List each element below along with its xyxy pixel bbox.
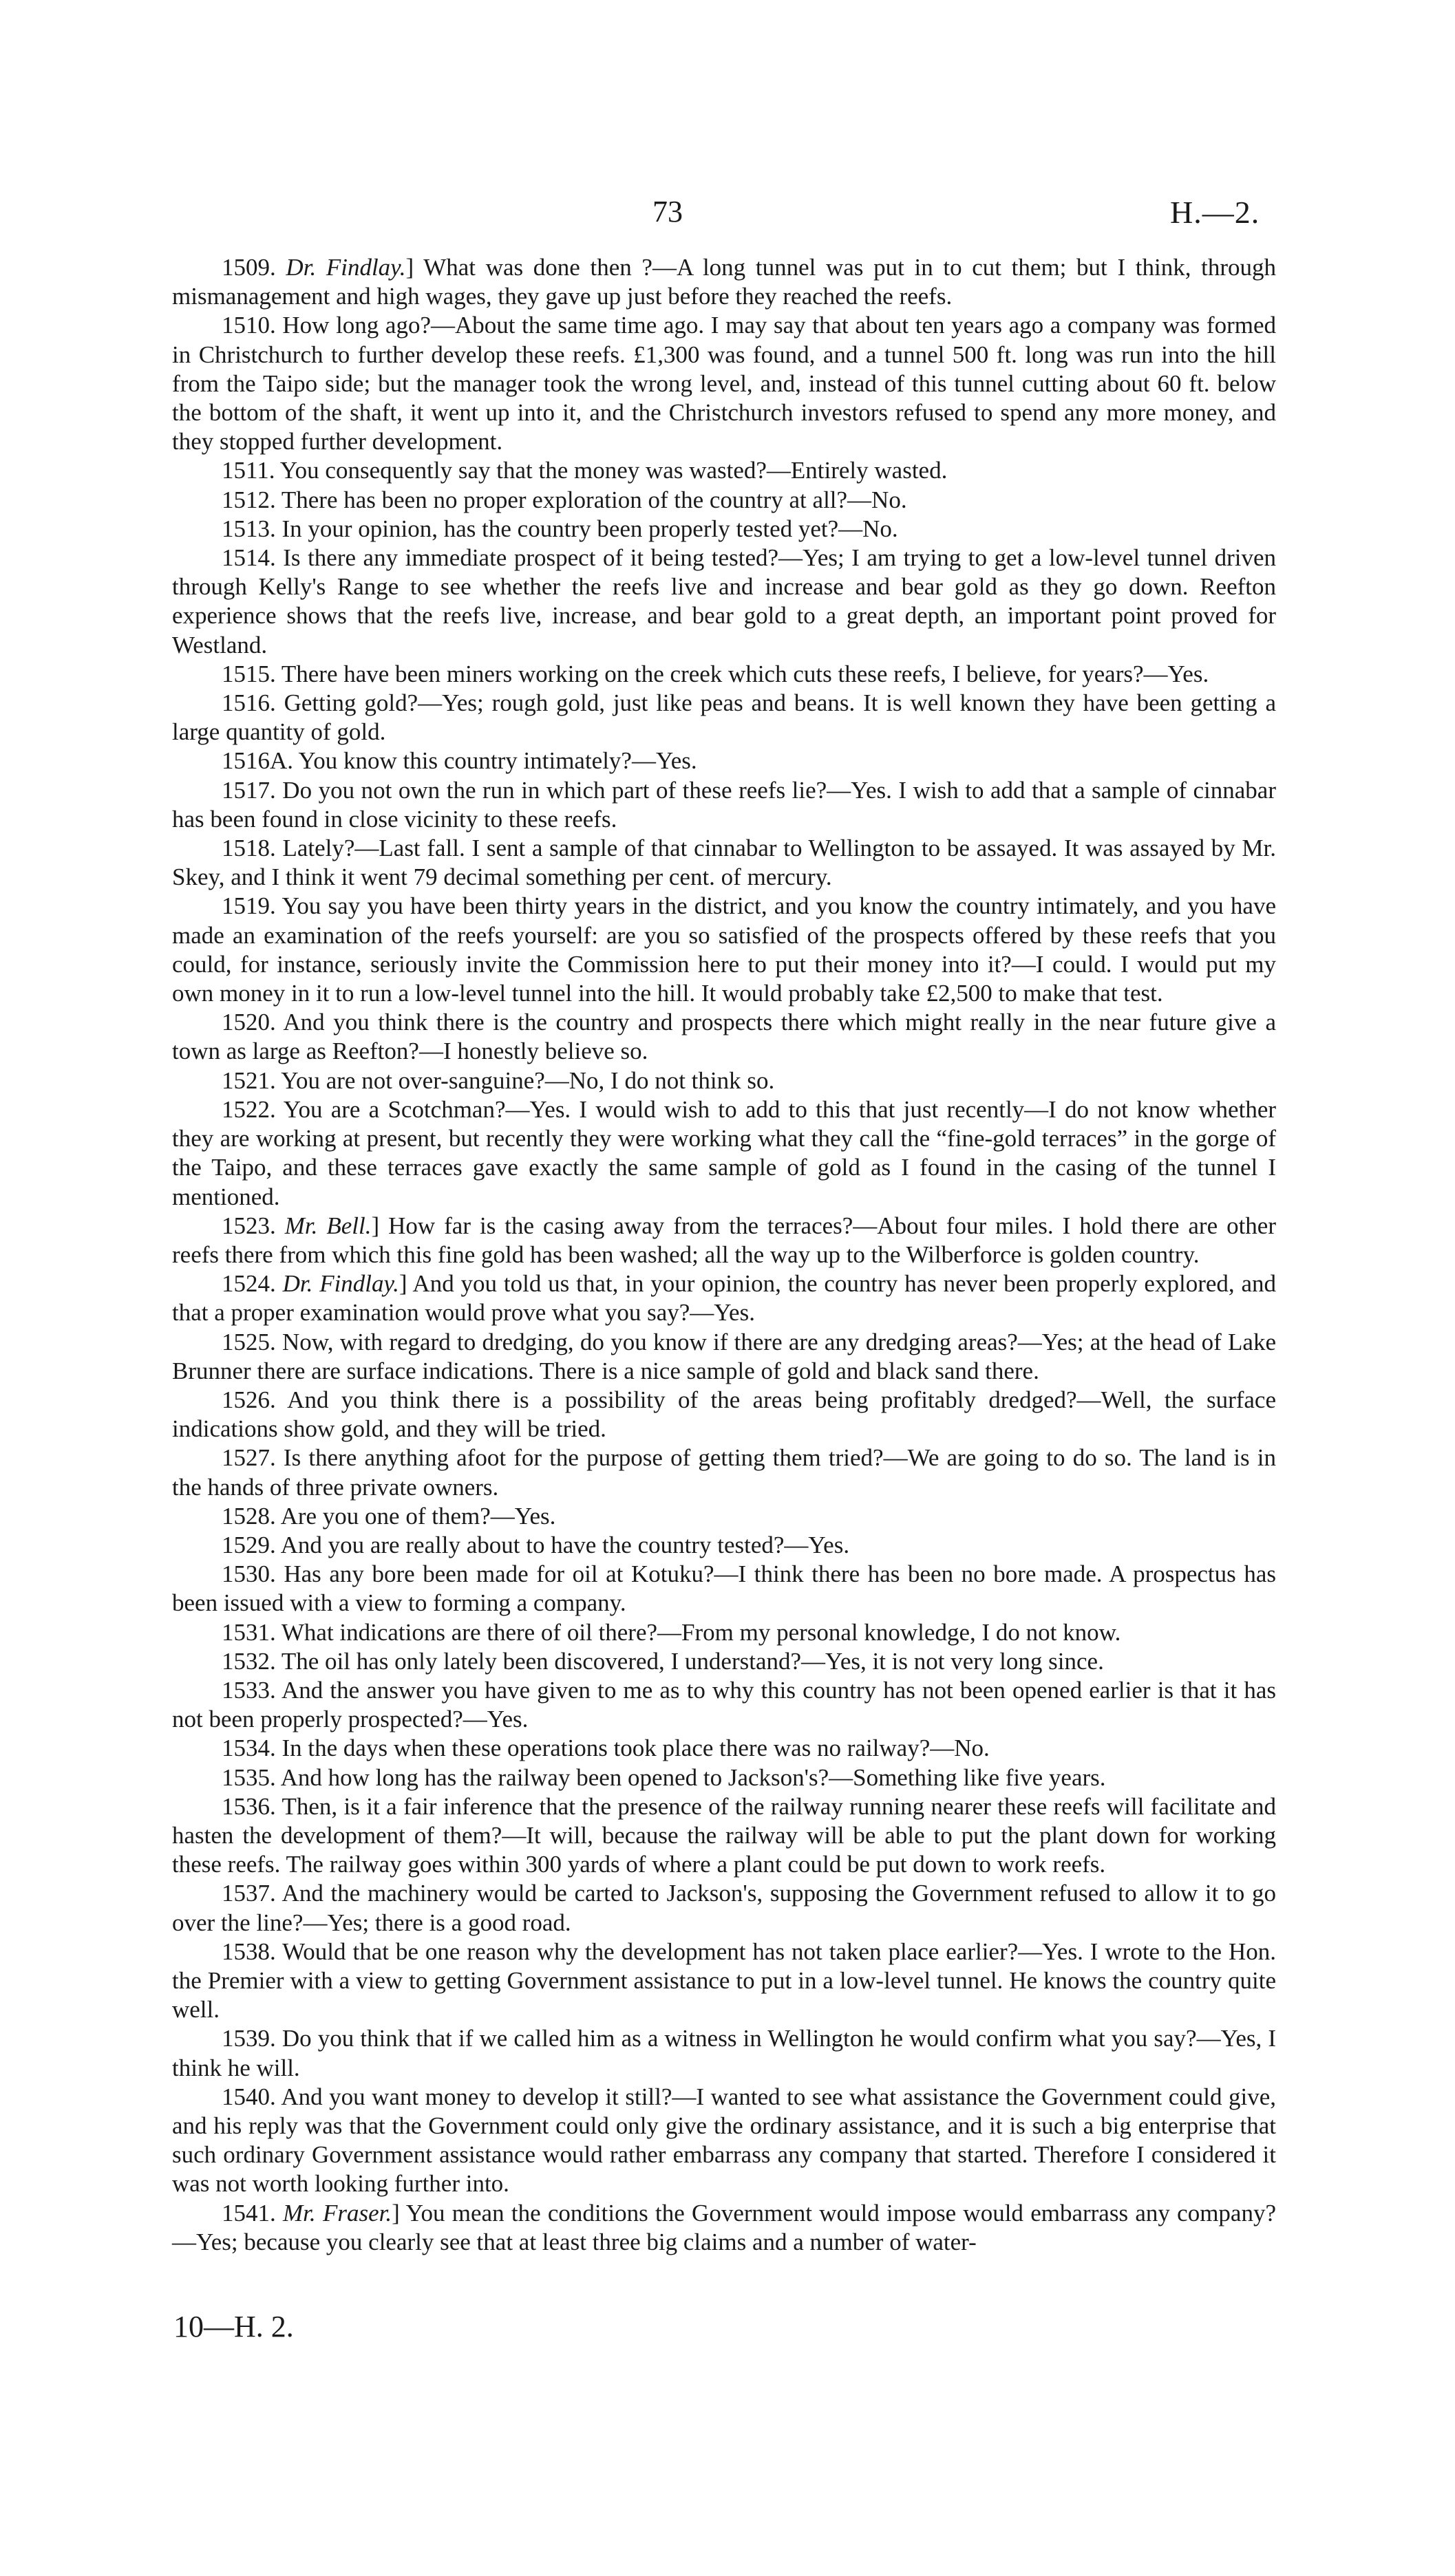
question-number: 1533. xyxy=(222,1676,282,1704)
question-number: 1516A. xyxy=(222,747,299,775)
question-paragraph xyxy=(172,1531,1276,1560)
question-paragraph xyxy=(172,1676,1276,1734)
question-paragraph xyxy=(172,1792,1276,1880)
question-text: And you are really about to have the country tested?—Yes. xyxy=(280,1531,850,1558)
question-number: 1526. xyxy=(222,1386,288,1413)
question-text: In the days when these operations took place there was no railway?—No. xyxy=(282,1735,990,1762)
document-reference: H.—2. xyxy=(1170,195,1260,230)
question-paragraph xyxy=(172,486,1276,515)
question-text: And you think there is a possibility of the areas being profitably dredged?—Well, the surface indications show gold, and they will be tried. xyxy=(172,1386,1276,1443)
question-number: 1538. xyxy=(222,1938,283,1965)
question-number: 1514. xyxy=(222,544,284,572)
speaker-name: Mr. Fraser. xyxy=(283,2199,392,2226)
question-text: You say you have been thirty years in the district, and you know the country intimately, and you have made an examination of the reefs yourself: are you so satisfied of the prospects offered by these reefs that you could, for instance, seriously invite the Commission here to put their money into it?—I could. I would put my own money in it to run a low-level tunnel into the hill. It would probably take £2,500 to make that test. xyxy=(172,892,1276,1007)
question-text: Now, with regard to dredging, do you know if there are any dredging areas?—Yes; at the head of Lake Brunner there are surface indications. There is a nice sample of gold and black sand there. xyxy=(172,1328,1277,1384)
question-number: 1536. xyxy=(222,1792,282,1820)
question-text: You consequently say that the money was wasted?—Entirely wasted. xyxy=(279,457,948,484)
question-number: 1517. xyxy=(222,776,283,804)
question-paragraph xyxy=(172,660,1276,689)
question-paragraph xyxy=(172,1502,1276,1531)
question-number: 1521. xyxy=(222,1066,282,1094)
question-paragraph xyxy=(172,892,1276,1008)
question-number: 1510. xyxy=(222,312,283,339)
question-paragraph xyxy=(172,1647,1276,1676)
question-text: There have been miners working on the creek which cuts these reefs, I believe, for years?—Yes. xyxy=(281,660,1209,687)
question-paragraph xyxy=(172,776,1276,834)
question-paragraph xyxy=(172,1763,1276,1792)
question-text: You know this country intimately?—Yes. xyxy=(298,747,697,775)
question-paragraph xyxy=(172,2199,1276,2257)
question-paragraph xyxy=(172,2024,1276,2082)
question-paragraph xyxy=(172,1560,1276,1618)
question-text: Then, is it a fair inference that the presence of the railway running nearer these reefs will facilitate and hasten the development of them?—It will, because the railway will be able to put the plant down for working these reefs. The railway goes within 300 yards of where a plant could be put down to work reefs. xyxy=(172,1792,1277,1878)
question-paragraph xyxy=(172,311,1276,456)
question-number: 1541. xyxy=(222,2199,284,2226)
question-paragraph xyxy=(172,1095,1276,1212)
question-paragraph xyxy=(172,1328,1276,1386)
printer-signature: 10—H. 2. xyxy=(173,2310,294,2343)
question-text: The oil has only lately been discovered, I understand?—Yes, it is not very long since. xyxy=(281,1647,1104,1675)
question-number: 1540. xyxy=(222,2083,282,2110)
question-text: Do you think that if we called him as a witness in Wellington he would confirm what you say?—Yes, I think he will. xyxy=(172,2025,1277,2081)
question-number: 1509. xyxy=(222,254,286,281)
question-text: What indications are there of oil there?—From my personal knowledge, I do not know. xyxy=(281,1618,1121,1646)
question-text: You are not over-sanguine?—No, I do not think so. xyxy=(281,1066,775,1094)
question-paragraph xyxy=(172,1938,1276,2025)
question-text: And how long has the railway been opened to Jackson's?—Something like five years. xyxy=(280,1763,1106,1791)
question-number: 1520. xyxy=(222,1009,284,1036)
question-text: There has been no proper exploration of the country at all?—No. xyxy=(281,486,907,513)
question-text: Is there anything afoot for the purpose of getting them tried?—We are going to do so. The land is in the hands of three private owners. xyxy=(172,1444,1276,1501)
question-paragraph xyxy=(172,1618,1276,1647)
question-paragraph xyxy=(172,544,1276,660)
question-number: 1532. xyxy=(222,1647,282,1675)
question-text: Do you not own the run in which part of these reefs lie?—Yes. I wish to add that a sample of cinnabar has been found in close vicinity to these reefs. xyxy=(172,776,1276,833)
question-number: 1529. xyxy=(222,1531,281,1558)
question-paragraph xyxy=(172,1386,1276,1443)
question-paragraph xyxy=(172,689,1276,747)
question-text: How long ago?—About the same time ago. I may say that about ten years ago a company was formed in Christchurch to further develop these reefs. £1,300 was found, and a tunnel 500 ft. long was run into the hill from the Taipo side; but the manager took the wrong level, and, instead of this tunnel cutting about 60 ft. below the bottom of the shaft, it went up into it, and the Christchurch investors refused to spend any more money, and they stopped further development. xyxy=(172,312,1277,455)
question-text: Getting gold?—Yes; rough gold, just like peas and beans. It is well known they have been getting a large quantity of gold. xyxy=(172,689,1276,746)
question-text: And you want money to develop it still?—I wanted to see what assistance the Government could give, and his reply was that the Government could only give the ordinary assistance, and it is such a big enterprise that such ordinary Government assistance would rather embarrass any company that started. Therefore I considered it was not worth looking further into. xyxy=(172,2083,1276,2198)
question-paragraph xyxy=(172,2083,1276,2199)
question-number: 1523. xyxy=(222,1212,285,1239)
question-number: 1531. xyxy=(222,1618,282,1646)
question-number: 1511. xyxy=(222,457,280,484)
question-text: And you think there is the country and prospects there which might really in the near future give a town as large as Reefton?—I honestly believe so. xyxy=(172,1009,1276,1065)
question-paragraph xyxy=(172,1443,1276,1501)
question-number: 1516. xyxy=(222,689,284,717)
question-paragraph xyxy=(172,1734,1276,1763)
question-number: 1535. xyxy=(222,1763,281,1791)
question-number: 1513. xyxy=(222,515,282,542)
question-text: In your opinion, has the country been properly tested yet?—No. xyxy=(282,515,898,542)
question-number: 1524. xyxy=(222,1270,283,1298)
question-paragraph xyxy=(172,834,1276,892)
question-text: Has any bore been made for oil at Kotuku?—I think there has been no bore made. A prospectus has been issued with a view to forming a company. xyxy=(172,1560,1277,1617)
question-paragraph xyxy=(172,515,1276,544)
question-text: Are you one of them?—Yes. xyxy=(280,1502,556,1530)
question-paragraph xyxy=(172,747,1276,775)
question-paragraph xyxy=(172,456,1276,485)
question-text: ] What was done then ?—A long tunnel was put in to cut them; but I think, through mismanagement and high wages, they gave up just before they reached the reefs. xyxy=(172,254,1277,310)
question-text: You are a Scotchman?—Yes. I would wish to add to this that just recently—I do not know whether they are working at present, but recently they were working what they call the “fine-gold terraces” in the gorge of the Taipo, and these terraces gave exactly the same sample of gold as I found in the casing of the tunnel I mentioned. xyxy=(172,1095,1277,1210)
question-number: 1522. xyxy=(222,1095,284,1123)
question-number: 1527. xyxy=(222,1444,284,1472)
question-number: 1539. xyxy=(222,2025,282,2052)
question-number: 1525. xyxy=(222,1328,283,1355)
question-number: 1519. xyxy=(222,892,282,920)
question-text: ] And you told us that, in your opinion, the country has never been properly explored, and that a proper examination would prove what you say?—Yes. xyxy=(172,1270,1276,1327)
question-number: 1512. xyxy=(222,486,282,513)
question-text: And the answer you have given to me as to why this country has not been opened earlier is that it has not been properly prospected?—Yes. xyxy=(172,1676,1276,1733)
question-paragraph xyxy=(172,1066,1276,1095)
page-number: 73 xyxy=(652,195,683,228)
question-paragraph xyxy=(172,1008,1276,1066)
question-text: ] You mean the conditions the Government would impose would embarrass any company?—Yes; because you clearly see that at least three big claims and a number of water- xyxy=(172,2199,1277,2255)
question-text: Is there any immediate prospect of it being tested?—Yes; I am trying to get a low-level tunnel driven through Kelly's Range to see whether the reefs live and increase and bear gold as they go down. Reefton experience shows that the reefs live, increase, and bear gold to a great depth, an important point proved for Westland. xyxy=(172,544,1276,658)
speaker-name: Mr. Bell. xyxy=(284,1212,372,1239)
question-number: 1518. xyxy=(222,835,283,862)
question-paragraph xyxy=(172,253,1276,311)
question-number: 1530. xyxy=(222,1560,284,1588)
question-paragraph xyxy=(172,1212,1276,1269)
question-text: Would that be one reason why the development has not taken place earlier?—Yes. I wrote to the Hon. the Premier with a view to getting Government assistance to put in a low-level tunnel. He knows the country quite well. xyxy=(172,1938,1276,2024)
speaker-name: Dr. Findlay. xyxy=(286,254,406,281)
question-number: 1515. xyxy=(222,660,282,687)
speaker-name: Dr. Findlay. xyxy=(282,1270,399,1298)
body-text xyxy=(172,253,1276,2257)
question-paragraph xyxy=(172,1879,1276,1937)
question-number: 1537. xyxy=(222,1880,282,1907)
question-number: 1534. xyxy=(222,1735,282,1762)
question-number: 1528. xyxy=(222,1502,281,1530)
question-text: And the machinery would be carted to Jackson's, supposing the Government refused to allow it to go over the line?—Yes; there is a good road. xyxy=(172,1880,1276,1936)
question-text: Lately?—Last fall. I sent a sample of that cinnabar to Wellington to be assayed. It was assayed by Mr. Skey, and I think it went 79 decimal something per cent. of mercury. xyxy=(172,835,1276,891)
question-paragraph xyxy=(172,1269,1276,1327)
question-text: ] How far is the casing away from the terraces?—About four miles. I hold there are other reefs there from which this fine gold has been washed; all the way up to the Wilberforce is golden country. xyxy=(172,1212,1277,1268)
